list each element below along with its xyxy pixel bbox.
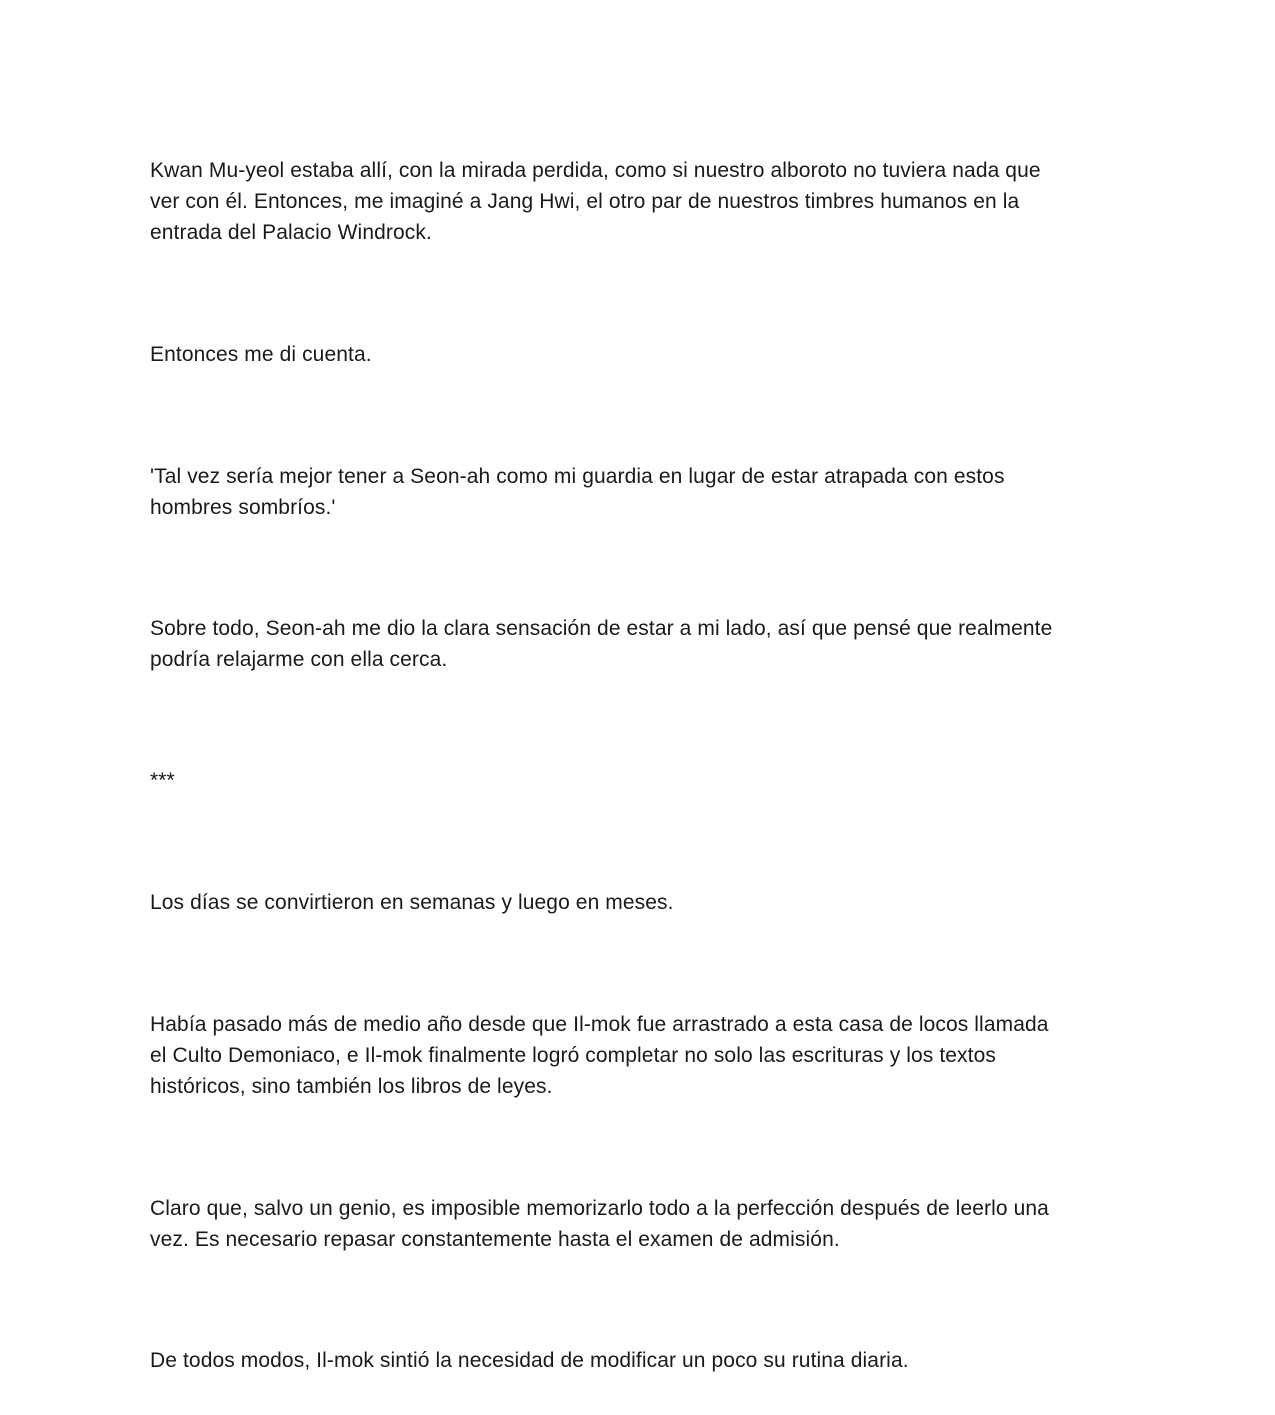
paragraph-line: Claro que, salvo un genio, es imposible memorizarlo todo a la perfección después de leerlo una [150,1197,1049,1220]
paragraph-6 [150,1009,1125,1102]
paragraph-8 [150,1345,1125,1376]
paragraph-line: históricos, sino también los libros de leyes. [150,1075,553,1098]
paragraph-line: podría relajarme con ella cerca. [150,648,448,671]
paragraph-line: Sobre todo, Seon-ah me dio la clara sensación de estar a mi lado, así que pensé que realmente [150,617,1053,640]
scene-break-marker: *** [150,769,175,792]
paragraph-5 [150,887,1125,918]
paragraph-line: entrada del Palacio Windrock. [150,221,432,244]
paragraph-3 [150,461,1125,523]
paragraph-line: Kwan Mu-yeol estaba allí, con la mirada perdida, como si nuestro alboroto no tuviera nada que [150,159,1041,182]
paragraph-line: vez. Es necesario repasar constantemente hasta el examen de admisión. [150,1228,840,1251]
paragraph-line: hombres sombríos.' [150,496,336,519]
paragraph-line: 'Tal vez sería mejor tener a Seon-ah como mi guardia en lugar de estar atrapada con estos [150,465,1005,488]
paragraph-7 [150,1193,1125,1255]
paragraph-4 [150,613,1125,675]
paragraph-line: Los días se convirtieron en semanas y luego en meses. [150,891,674,914]
paragraph-line: el Culto Demoniaco, e Il-mok finalmente logró completar no solo las escrituras y los textos [150,1044,996,1067]
paragraph-line: ver con él. Entonces, me imaginé a Jang Hwi, el otro par de nuestros timbres humanos en la [150,190,1020,213]
paragraph-line: Había pasado más de medio año desde que Il-mok fue arrastrado a esta casa de locos llamada [150,1013,1049,1036]
scene-break [150,765,1125,796]
paragraph-line: De todos modos, Il-mok sintió la necesidad de modificar un poco su rutina diaria. [150,1349,909,1372]
paragraph-line: Entonces me di cuenta. [150,343,372,366]
paragraph-1 [150,155,1125,248]
paragraph-2 [150,339,1125,370]
